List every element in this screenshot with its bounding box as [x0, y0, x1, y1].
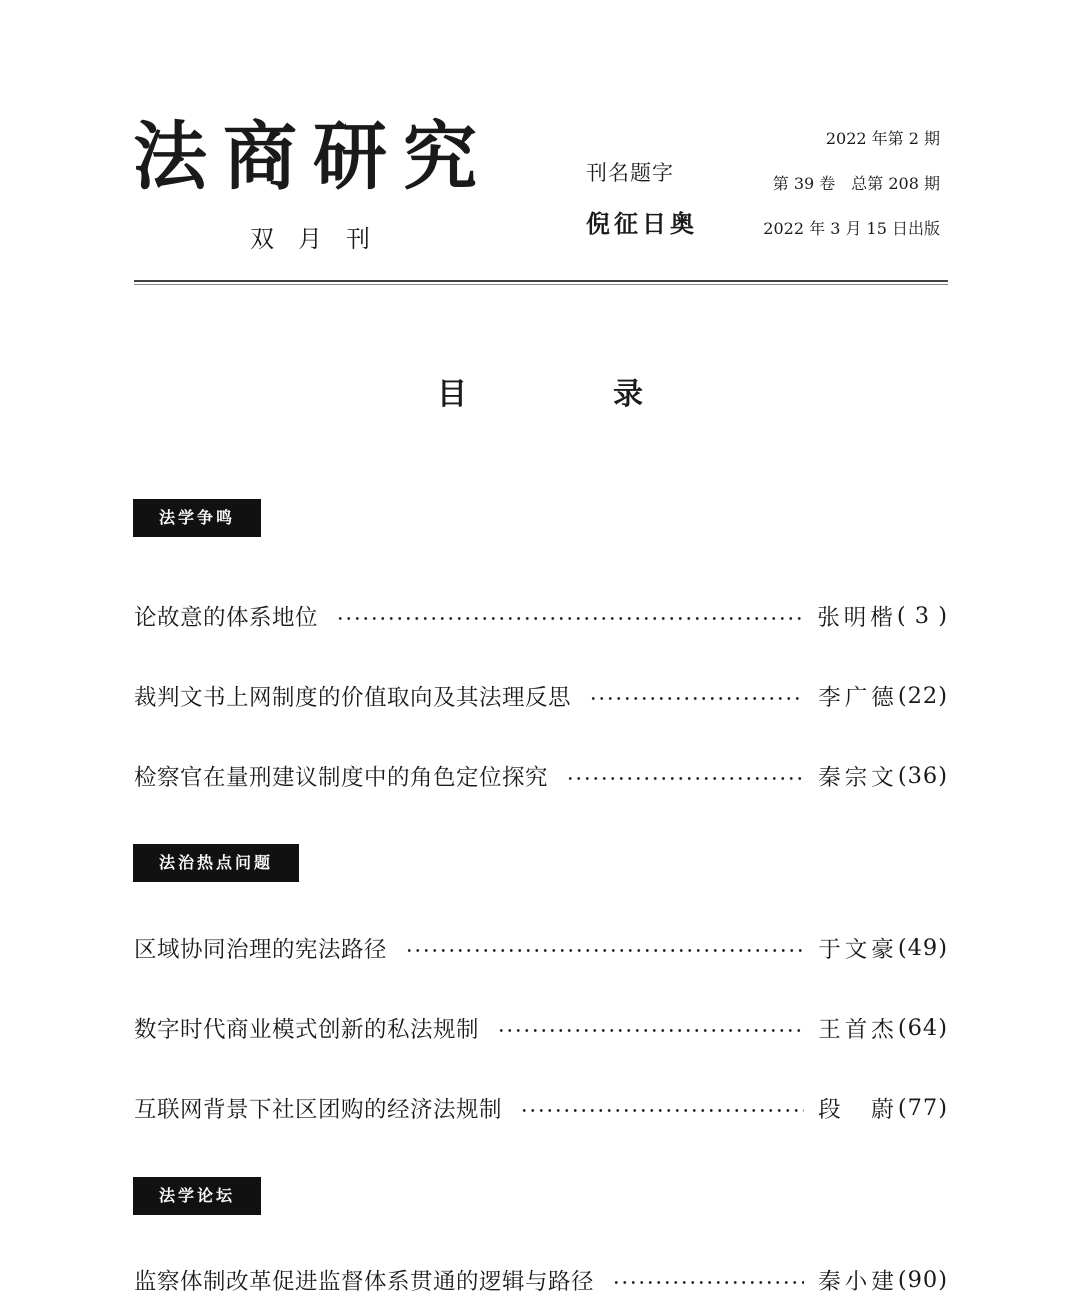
toc-entry[interactable]: [134, 930, 948, 966]
toc-entry[interactable]: [134, 1010, 948, 1046]
calligrapher-signature: 倪征日奥: [586, 209, 698, 238]
toc-entry-author: 于文豪: [818, 937, 898, 963]
toc-leader-dots: [405, 948, 804, 953]
toc-entry-author: 秦宗文: [818, 765, 898, 791]
toc-entry[interactable]: [134, 678, 948, 714]
toc-entry-title: 数字时代商业模式创新的私法规制: [134, 1017, 480, 1043]
toc-entry-title: 区域协同治理的宪法路径: [134, 937, 388, 963]
toc-leader-dots: [589, 696, 804, 701]
toc-entry-title: 监察体制改革促进监督体系贯通的逻辑与路径: [134, 1269, 595, 1295]
contents-heading: 目 录: [437, 377, 701, 412]
toc-entry-page: (64): [897, 1015, 948, 1041]
toc-entry-author: 秦小建: [818, 1269, 898, 1295]
toc-entry-author: 王首杰: [818, 1017, 898, 1043]
toc-entry-title: 裁判文书上网制度的价值取向及其法理反思: [134, 685, 572, 711]
toc-entry-author: 段 蔚: [818, 1097, 898, 1123]
issue-volume-total: 第 39 卷 总第 208 期: [772, 174, 940, 193]
header-rule-thick: [134, 280, 948, 282]
toc-entry-page: (36): [897, 763, 948, 789]
toc-entry-title: 检察官在量刑建议制度中的角色定位探究: [134, 765, 549, 791]
issue-publish-date: 2022 年 3 月 15 日出版: [763, 219, 940, 238]
issue-info: [763, 116, 940, 251]
toc-entry[interactable]: [134, 1090, 948, 1126]
calligraphy-label: 刊名题字: [586, 161, 674, 185]
journal-title: 法商研究: [133, 114, 493, 200]
toc-entry-page: (22): [897, 683, 948, 709]
header-rule-thin: [134, 284, 948, 285]
section-tag-forum: 法学论坛: [133, 1177, 261, 1215]
issue-year-number: 2022 年第 2 期: [825, 129, 940, 148]
toc-entry-page: (49): [897, 935, 948, 961]
toc-leader-dots: [336, 616, 803, 621]
toc-entry-page: ( 3 ): [896, 603, 948, 629]
section-tag-fazheng: 法学争鸣: [133, 499, 261, 537]
toc-entry-title: 论故意的体系地位: [134, 605, 319, 631]
toc-entry[interactable]: [134, 758, 948, 794]
section-tag-hot-issues: 法治热点问题: [133, 844, 299, 882]
toc-entry-page: (90): [897, 1267, 948, 1293]
toc-entry-author: 张明楷: [817, 605, 897, 631]
toc-entry[interactable]: [134, 598, 948, 634]
toc-entry-author: 李广德: [818, 685, 898, 711]
toc-entry-page: (77): [897, 1095, 948, 1121]
toc-entry[interactable]: [134, 1262, 948, 1298]
toc-leader-dots: [612, 1280, 804, 1285]
toc-leader-dots: [566, 776, 804, 781]
toc-entry-title: 互联网背景下社区团购的经济法规制: [134, 1097, 503, 1123]
journal-frequency: 双月刊: [250, 225, 394, 253]
toc-leader-dots: [520, 1108, 804, 1113]
toc-leader-dots: [497, 1028, 804, 1033]
